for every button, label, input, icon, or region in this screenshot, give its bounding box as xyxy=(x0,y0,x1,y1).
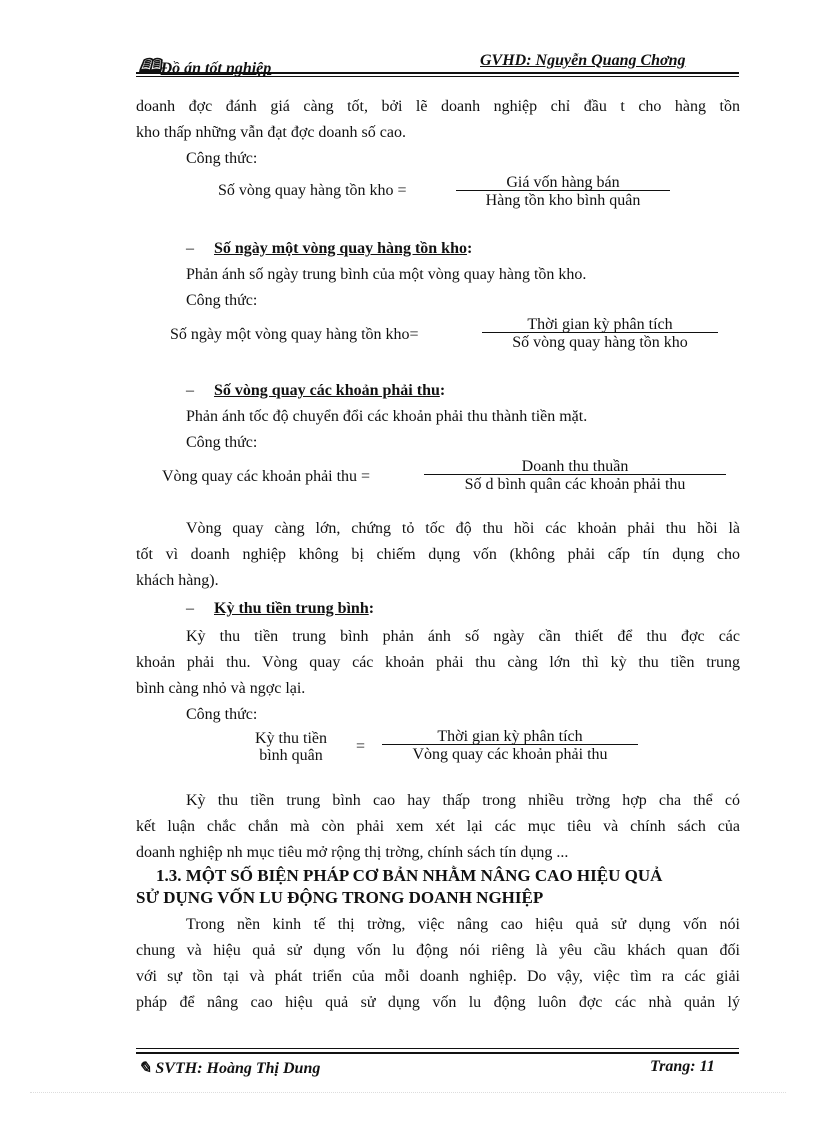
formula-denominator: Vòng quay các khoản phải thu xyxy=(412,746,608,763)
header-advisor: GVHD: Nguyễn Quang Chơng xyxy=(480,52,686,69)
formula-lhs: Vòng quay các khoản phải thu = xyxy=(162,468,371,485)
text-line: Kỳ thu tiền trung bình cao hay thấp trong nhiều trờng hợp cha thể có xyxy=(186,792,740,809)
section-heading-line1: 1.3. MỘT SỐ BIỆN PHÁP CƠ BẢN NHẰM NÂNG CAO HIỆU QUẢ xyxy=(156,866,663,885)
subheading-colon: : xyxy=(368,600,375,617)
section-heading-line2: SỬ DỤNG VỐN LU ĐỘNG TRONG DOANH NGHIỆP xyxy=(136,888,544,907)
subheading-colon: : xyxy=(466,240,473,257)
text-line: chung và hiệu quả sử dụng vốn lu động nói riêng là yêu cầu khách quan đối xyxy=(136,942,740,959)
text-line: Phản ánh số ngày trung bình của một vòng quay hàng tồn kho. xyxy=(186,266,587,283)
subheading-title: Số ngày một vòng quay hàng tồn kho xyxy=(214,240,467,257)
subheading-title: Số vòng quay các khoản phải thu xyxy=(214,382,440,399)
header-title: Đồ án tốt nghiệp xyxy=(160,60,272,77)
formula-label: Công thức: xyxy=(186,292,258,309)
page-edge-dots xyxy=(30,1092,786,1093)
text-line: doanh nghiệp nh mục tiêu mở rộng thị trờng, chính sách tín dụng ... xyxy=(136,844,569,861)
fraction-line xyxy=(482,332,718,333)
formula-numerator: Doanh thu thuần xyxy=(521,458,629,475)
formula-lhs: Số ngày một vòng quay hàng tồn kho= xyxy=(170,326,419,343)
text-line: Phản ánh tốc độ chuyển đổi các khoản phải thu thành tiền mặt. xyxy=(186,408,588,425)
subheading xyxy=(214,382,445,400)
formula-lhs: Số vòng quay hàng tồn kho = xyxy=(218,182,407,199)
header-rule xyxy=(136,72,739,74)
fraction-line xyxy=(424,474,726,475)
footer-page-number: Trang: 11 xyxy=(650,1058,715,1075)
text-line: Trong nền kinh tế thị trờng, việc nâng cao hiệu quả sử dụng vốn nói xyxy=(186,916,740,933)
formula-lhs-line2: bình quân xyxy=(259,747,323,764)
text-line: Vòng quay càng lớn, chứng tỏ tốc độ thu hồi các khoản phải thu hồi là xyxy=(186,520,740,537)
footer-rule xyxy=(136,1052,739,1054)
text-line: Kỳ thu tiền trung bình phản ánh số ngày cần thiết để thu đợc các xyxy=(186,628,740,645)
bullet-dash: – xyxy=(186,600,194,617)
header-rule-thin xyxy=(136,76,739,77)
formula-denominator: Số d bình quân các khoản phải thu xyxy=(464,476,686,493)
formula-denominator: Hàng tồn kho bình quân xyxy=(485,192,641,209)
bullet-dash: – xyxy=(186,240,194,257)
formula-numerator: Thời gian kỳ phân tích xyxy=(437,728,583,745)
footer-rule-thin xyxy=(136,1048,739,1049)
subheading xyxy=(214,240,472,258)
fraction-line xyxy=(382,744,638,745)
formula-label: Công thức: xyxy=(186,434,258,451)
subheading-colon: : xyxy=(439,382,446,399)
formula-denominator: Số vòng quay hàng tồn kho xyxy=(512,334,688,351)
formula-numerator: Giá vốn hàng bán xyxy=(506,174,620,191)
text-line: doanh đợc đánh giá càng tốt, bởi lẽ doanh nghiệp chỉ đầu t cho hàng tồn xyxy=(136,98,740,115)
fraction-line xyxy=(456,190,670,191)
text-line: kết luận chắc chắn mà còn phải xem xét lại các mục tiêu và chính sách của xyxy=(136,818,740,835)
subheading xyxy=(214,600,374,618)
pencil-icon: ✎ xyxy=(138,1060,152,1077)
formula-numerator: Thời gian kỳ phân tích xyxy=(527,316,673,333)
formula-equals: = xyxy=(356,738,366,755)
book-icon: 🕮 xyxy=(138,56,160,78)
formula-label: Công thức: xyxy=(186,706,258,723)
header-left xyxy=(138,52,271,86)
text-line: khoản phải thu. Vòng quay các khoản phải thu càng lớn thì kỳ thu tiền trung xyxy=(136,654,740,671)
footer-student xyxy=(138,1058,320,1078)
formula-label: Công thức: xyxy=(186,150,258,167)
text-line: kho thấp những vẫn đạt đợc doanh số cao. xyxy=(136,124,406,141)
text-line: với sự tồn tại và phát triển của mỗi doanh nghiệp. Do vậy, việc tìm ra các giải xyxy=(136,968,740,985)
footer-student-name: SVTH: Hoàng Thị Dung xyxy=(155,1060,321,1077)
bullet-dash: – xyxy=(186,382,194,399)
subheading-title: Kỳ thu tiền trung bình xyxy=(214,600,369,617)
text-line: pháp để nâng cao hiệu quả sử dụng vốn lu động luôn đợc các nhà quản lý xyxy=(136,994,740,1011)
text-line: khách hàng). xyxy=(136,572,219,589)
text-line: tốt vì doanh nghiệp không bị chiếm dụng vốn (không phải cấp tín dụng cho xyxy=(136,546,740,563)
formula-lhs-line1: Kỳ thu tiền xyxy=(255,730,327,747)
text-line: bình càng nhỏ và ngợc lại. xyxy=(136,680,306,697)
